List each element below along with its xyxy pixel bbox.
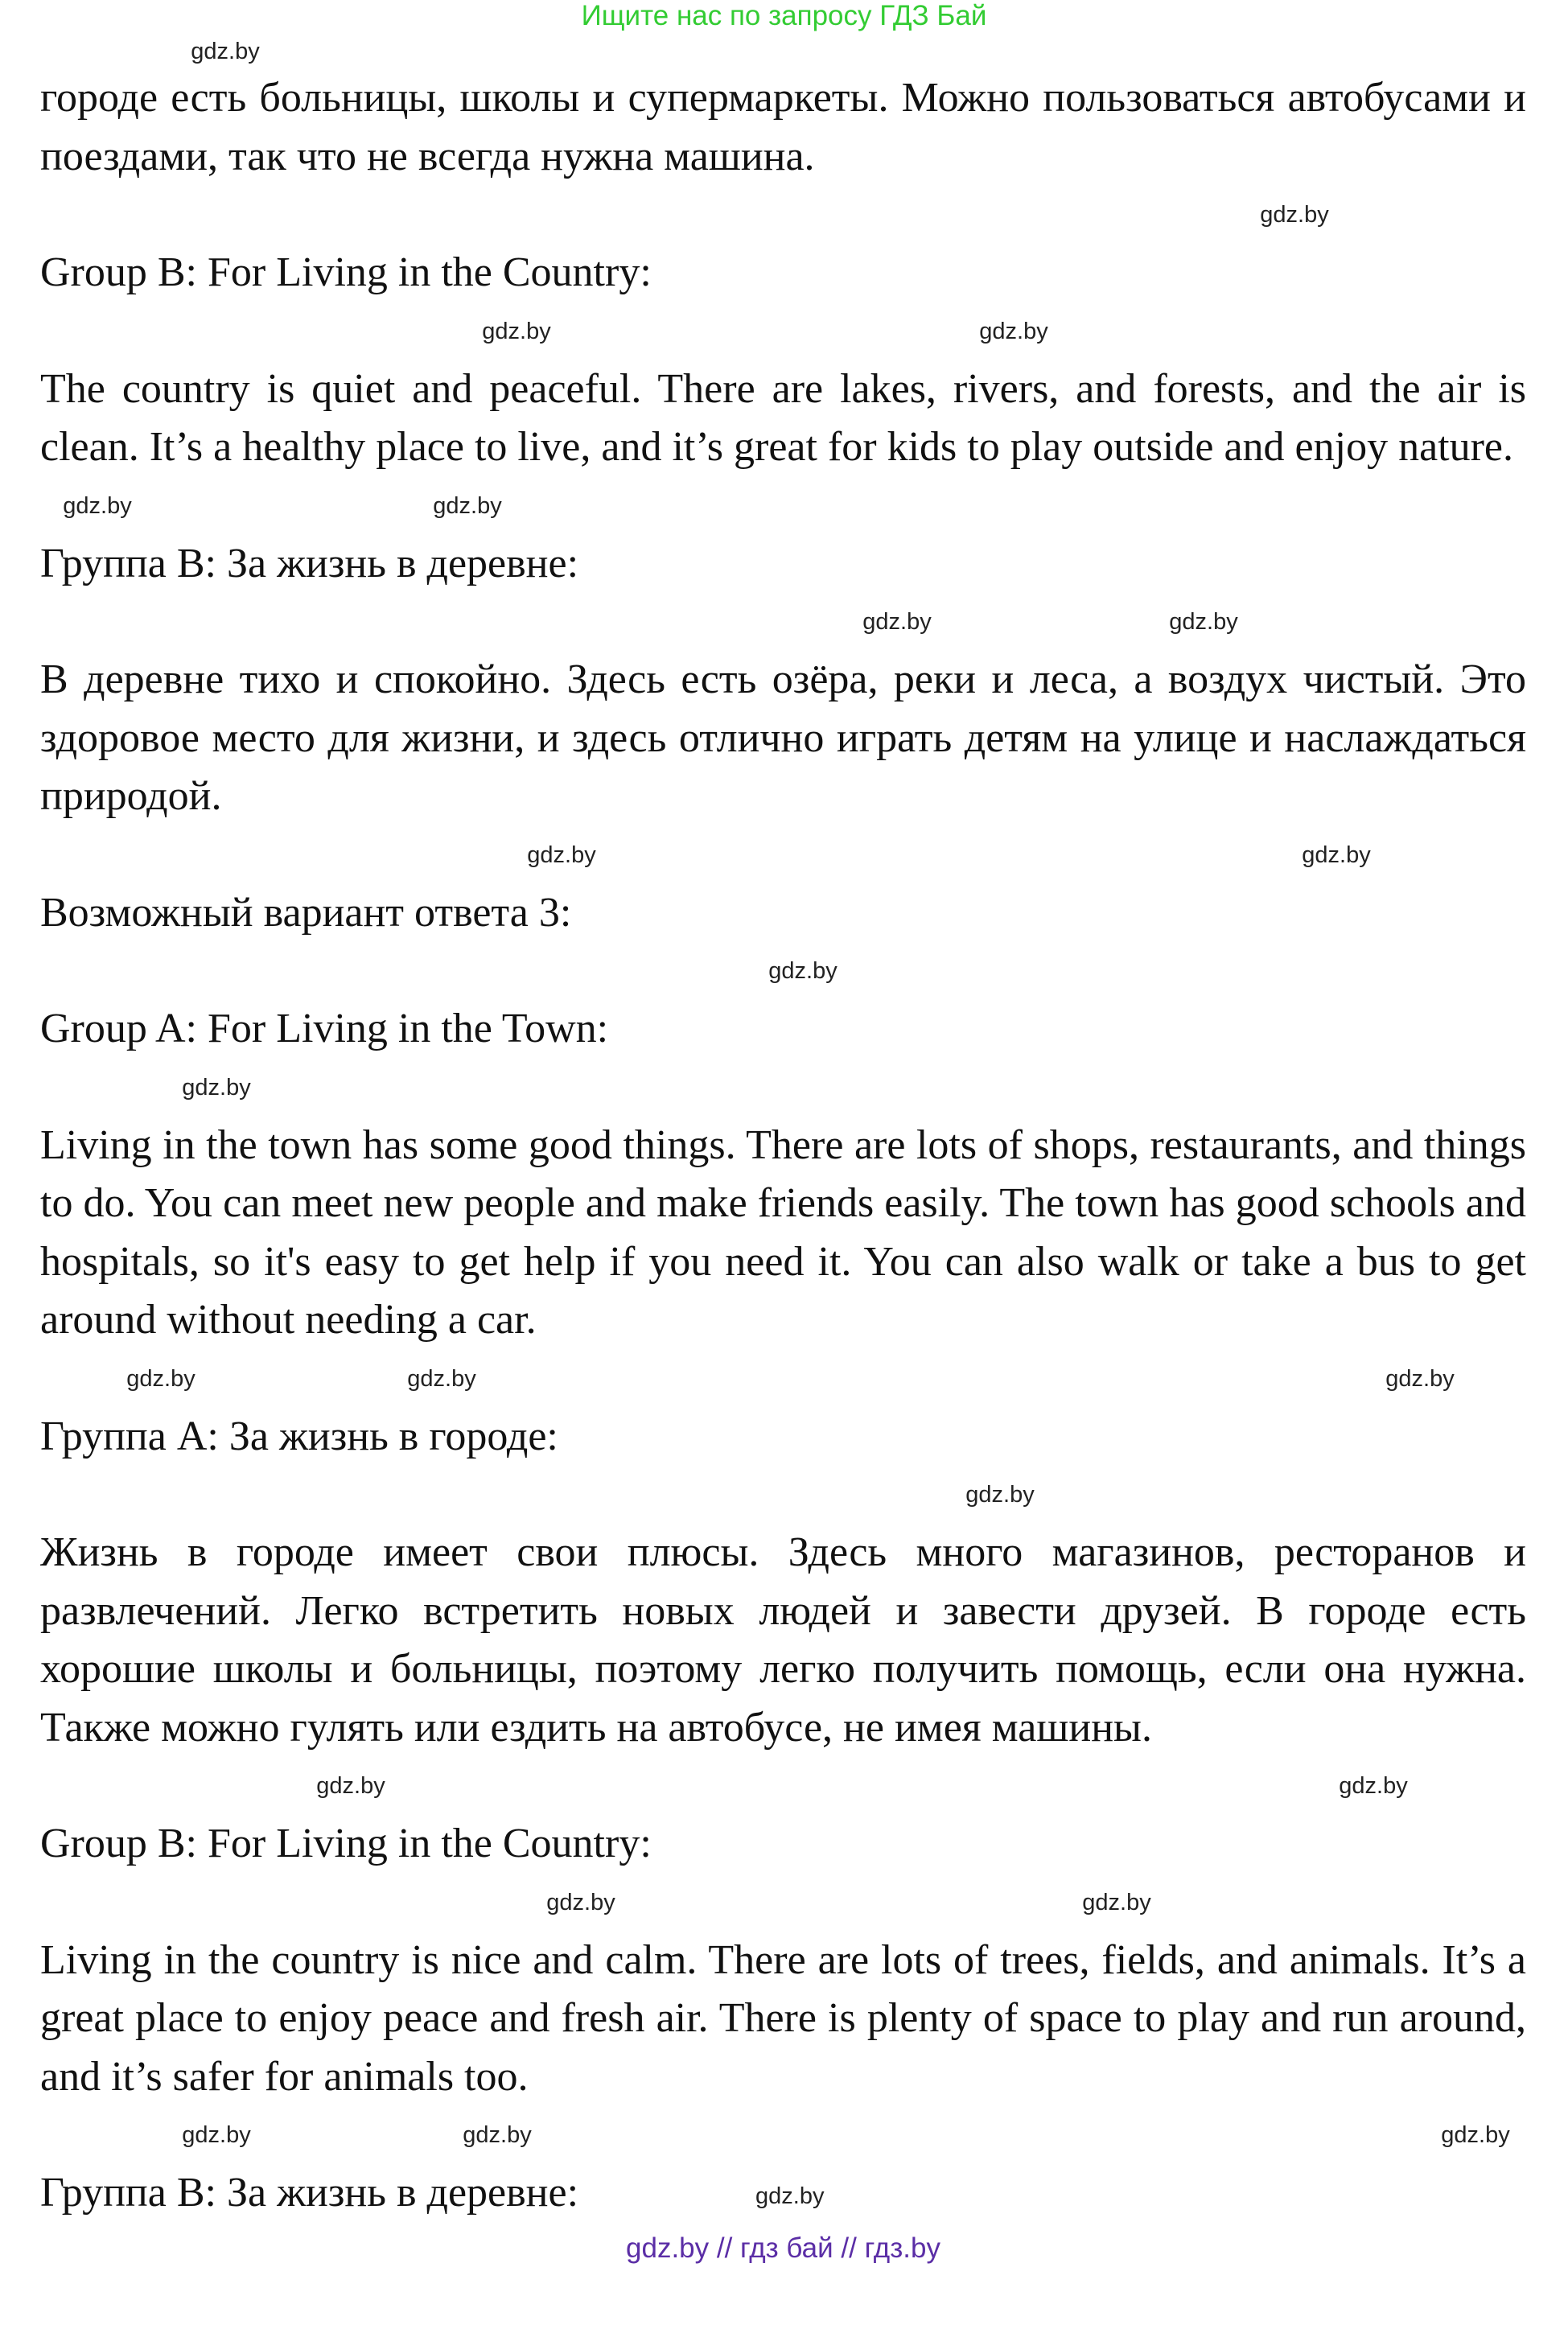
watermark: gdz.by bbox=[433, 492, 502, 519]
heading-group-b-en-2: Group B: For Living in the Country: bbox=[40, 1821, 652, 1866]
heading-group-b-en: Group B: For Living in the Country: bbox=[40, 249, 652, 295]
watermark: gdz.by bbox=[182, 1074, 251, 1101]
watermark: gdz.by bbox=[126, 1365, 195, 1392]
paragraph-town-en: Living in the town has some good things. There are lots of shops, restaurants, and things to do. You can meet new people and make friends easily. The town has good schools and hospitals, so it's easy to get help if you need it. You can also walk or take a bus to get around without needing a car. bbox=[40, 1121, 1526, 1343]
heading-group-b-ru-2-row bbox=[40, 2164, 1526, 2223]
watermark: gdz.by bbox=[407, 1365, 476, 1392]
paragraph-ru-town-end: городе есть больницы, школы и супермаркеты. Можно пользоваться автобусами и поездами, так что не всегда нужна машина. bbox=[40, 75, 1526, 179]
watermark: gdz.by bbox=[546, 1889, 615, 1915]
spacer bbox=[40, 302, 1526, 360]
search-banner[interactable]: Ищите нас по запросу ГДЗ Бай bbox=[581, 0, 987, 31]
paragraph-country-en-2: Living in the country is nice and calm. There are lots of trees, fields, and animals. It’s a great place to enjoy peace and fresh air. There is plenty of space to play and run around, and it’s safer for animals too. bbox=[40, 1936, 1526, 2100]
watermark: gdz.by bbox=[527, 841, 596, 868]
paragraph-town-ru: Жизнь в городе имеет свои плюсы. Здесь много магазинов, ресторанов и развлечений. Легко встретить новых людей и завести друзей. В городе есть хорошие школы и больницы, поэтому легко получить помощь, если она нужна. Также можно гулять или ездить на автобусе, не имея машины. bbox=[40, 1529, 1526, 1751]
spacer bbox=[40, 1874, 1526, 1932]
footer-links[interactable]: gdz.by // гдз бай // гдз.by bbox=[626, 2232, 940, 2264]
heading-group-a-ru: Группа А: За жизнь в городе: bbox=[40, 1413, 558, 1459]
watermark: gdz.by bbox=[63, 492, 132, 519]
spacer bbox=[40, 826, 1526, 884]
watermark: gdz.by bbox=[965, 1482, 1035, 1508]
watermark: gdz.by bbox=[979, 318, 1048, 344]
watermark: gdz.by bbox=[755, 2183, 825, 2210]
heading-group-a-en: Group A: For Living in the Town: bbox=[40, 1006, 609, 1051]
watermark: gdz.by bbox=[1339, 1773, 1408, 1799]
watermark: gdz.by bbox=[1082, 1889, 1151, 1915]
watermark: gdz.by bbox=[1385, 1365, 1455, 1392]
paragraph-country-ru: В деревне тихо и спокойно. Здесь есть озёра, реки и леса, а воздух чистый. Это здоровое место для жизни, и здесь отлично играть детям на улице и наслаждаться природой. bbox=[40, 656, 1526, 819]
watermark: gdz.by bbox=[482, 318, 551, 344]
heading-group-b-ru-2: Группа В: За жизнь в деревне: bbox=[40, 2170, 579, 2216]
spacer bbox=[40, 477, 1526, 535]
watermark: gdz.by bbox=[1302, 841, 1371, 868]
paragraph-country-en: The country is quiet and peaceful. There are lakes, rivers, and forests, and the air is clean. It’s a healthy place to live, and it’s great for kids to play outside and enjoy nature. bbox=[40, 365, 1526, 470]
spacer bbox=[40, 186, 1526, 244]
heading-variant-3: Возможный вариант ответа 3: bbox=[40, 889, 572, 936]
spacer bbox=[40, 1757, 1526, 1815]
spacer bbox=[40, 1350, 1526, 1408]
spacer bbox=[40, 942, 1526, 1000]
watermark: gdz.by bbox=[1441, 2122, 1510, 2148]
watermark: gdz.by bbox=[1260, 202, 1329, 228]
heading-group-b-ru: Группа B: За жизнь в деревне: bbox=[40, 540, 579, 586]
watermark: gdz.by bbox=[862, 609, 932, 635]
watermark: gdz.by bbox=[768, 958, 838, 984]
watermark: gdz.by bbox=[182, 2122, 251, 2148]
spacer bbox=[40, 1059, 1526, 1117]
spacer bbox=[40, 1466, 1526, 1524]
spacer bbox=[40, 2106, 1526, 2164]
watermark: gdz.by bbox=[463, 2122, 532, 2148]
watermark: gdz.by bbox=[316, 1773, 385, 1799]
spacer bbox=[40, 593, 1526, 651]
watermark: gdz.by bbox=[1169, 609, 1238, 635]
watermark: gdz.by bbox=[191, 39, 260, 64]
